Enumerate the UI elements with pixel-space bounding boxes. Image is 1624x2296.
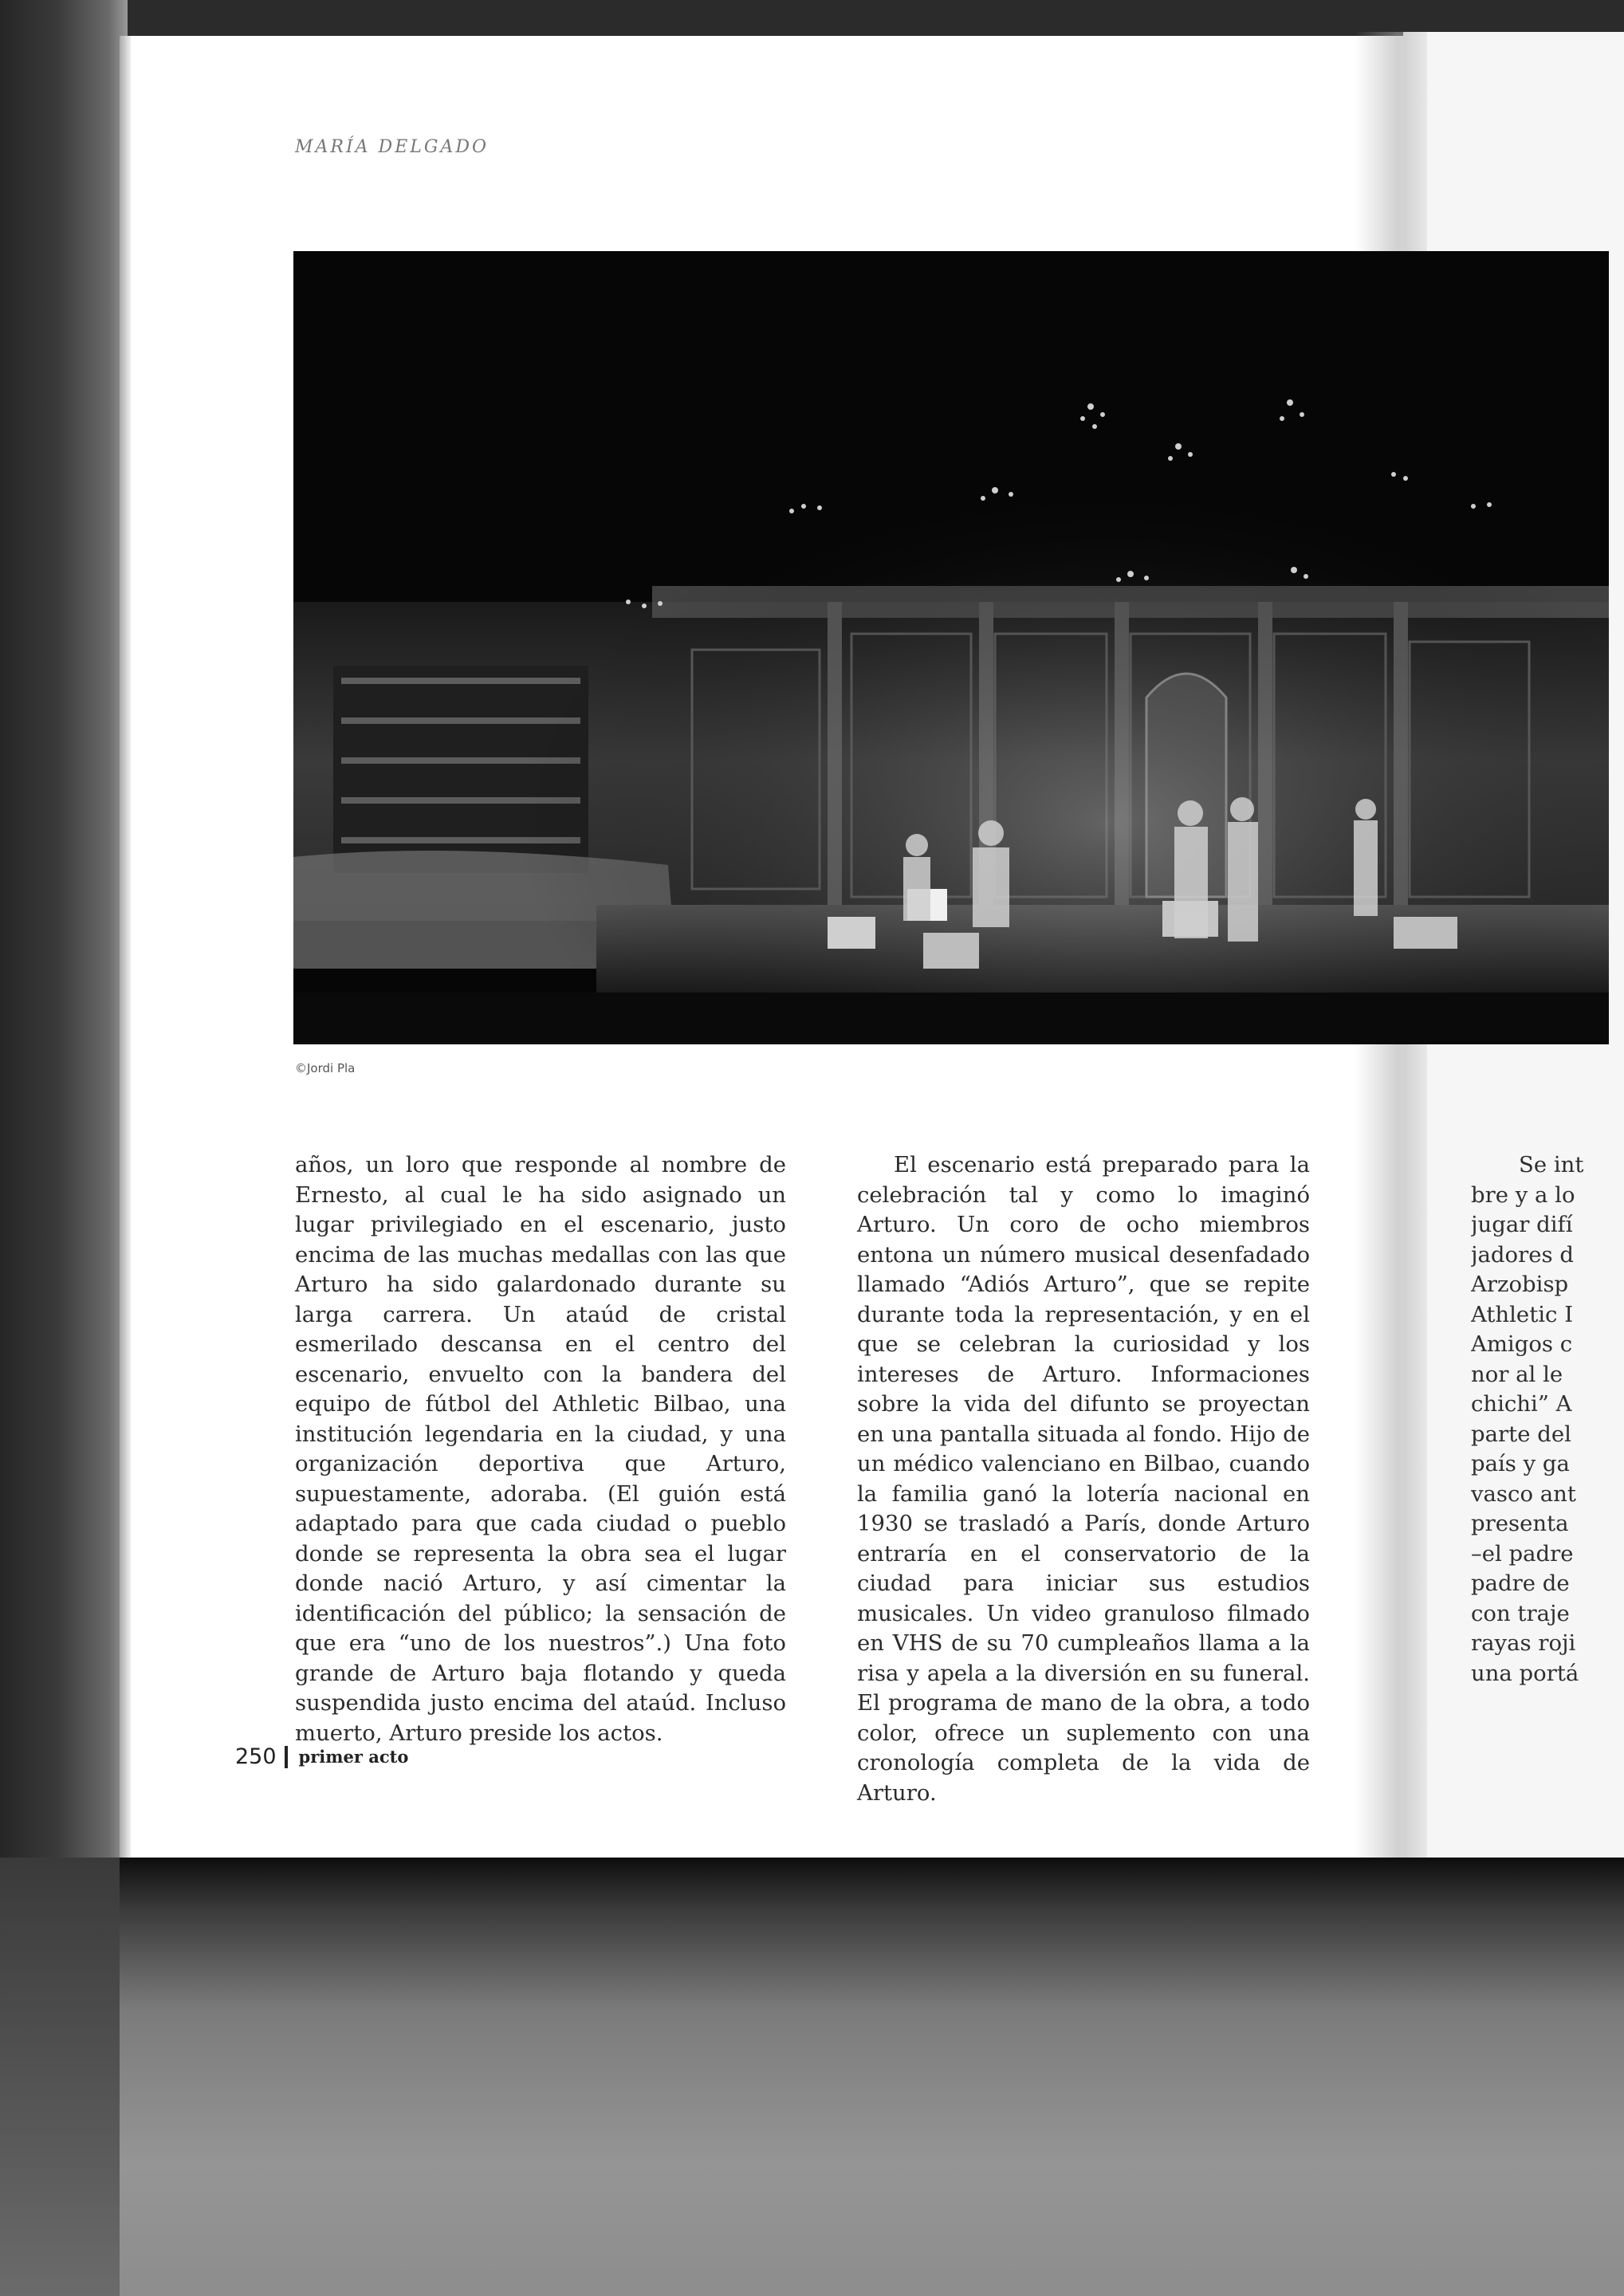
text-line: presenta	[1471, 1511, 1569, 1536]
text-line: bre y a lo	[1471, 1181, 1575, 1208]
text-line: nor al le	[1471, 1361, 1563, 1387]
text-line: rayas roji	[1471, 1630, 1576, 1656]
text-line: Se int	[1519, 1152, 1584, 1177]
text-column-middle	[857, 1150, 1310, 1808]
text-line: jugar difí	[1471, 1212, 1573, 1237]
paragraph: años, un loro que responde al nombre de Ernesto, al cual le ha sido asignado un lugar privilegiado en el escenario, justo encima de las muchas medallas con las que Arturo ha sido galardonado durante su larga carrera. Un ataúd de cristal esmerilado descansa en el centro del escenario, envuelto con la bandera del equipo de fútbol del Athletic Bilbao, una institución legendaria en la ciudad, y una organización deportiva que Arturo, supuestamente, adoraba. (El guión está adaptado para que cada ciudad o pueblo donde se representa la obra sea el lugar donde nació Arturo, y así cimentar la identificación del público; la sensación de que era “uno de los nuestros”.) Una foto grande de Arturo baja flotando y queda suspendida justo encima del ataúd. Incluso muerto, Arturo preside los actos.	[295, 1152, 786, 1746]
stage-photo	[293, 251, 1609, 1044]
scan-bottom-left	[0, 1858, 120, 2296]
folio-separator	[285, 1746, 288, 1768]
page-left-edge	[120, 36, 131, 1862]
text-line: chichi” A	[1471, 1391, 1572, 1417]
paragraph: El escenario está preparado para la celebración tal y como lo imaginó Arturo. Un coro de ocho miembros entona un número musical desenfadado llamado “Adiós Arturo”, que se repite durante toda la representación, y en el que se celebran la curiosidad y los intereses de Arturo. Informaciones sobre la vida del difunto se proyectan en una pantalla situada al fondo. Hijo de un médico valenciano en Bilbao, cuando la familia ganó la lotería nacional en 1930 se trasladó a París, donde Arturo entraría en el conservatorio de la ciudad para iniciar sus estudios musicales. Un video granuloso filmado en VHS de su 70 cumpleaños llama a la risa y apela a la diversión en su funeral. El programa de mano de la obra, a todo color, ofrece un suplemento con una cronología completa de la vida de Arturo.	[857, 1152, 1310, 1806]
scan-bottom-shadow	[120, 1858, 1624, 2296]
text-column-left	[295, 1150, 786, 1748]
text-line: Athletic I	[1471, 1301, 1574, 1327]
text-column-right-fragment	[1471, 1150, 1618, 1740]
text-line: vasco ant	[1471, 1480, 1576, 1507]
text-line: Amigos c	[1471, 1331, 1573, 1357]
text-line: parte del	[1471, 1421, 1571, 1447]
text-line: Arzobisp	[1471, 1272, 1569, 1297]
running-head: MARÍA DELGADO	[295, 137, 489, 157]
magazine-name: primer acto	[298, 1747, 409, 1767]
text-line: padre de	[1471, 1571, 1570, 1596]
folio	[235, 1744, 408, 1769]
photo-credit: ©Jordi Pla	[295, 1061, 356, 1075]
text-line: –el padre	[1471, 1540, 1574, 1567]
text-line: una portá	[1471, 1660, 1579, 1686]
page-number: 250	[235, 1744, 277, 1769]
text-line: con traje	[1471, 1600, 1570, 1626]
text-line: país y ga	[1471, 1451, 1570, 1476]
text-line: jadores d	[1471, 1241, 1574, 1268]
